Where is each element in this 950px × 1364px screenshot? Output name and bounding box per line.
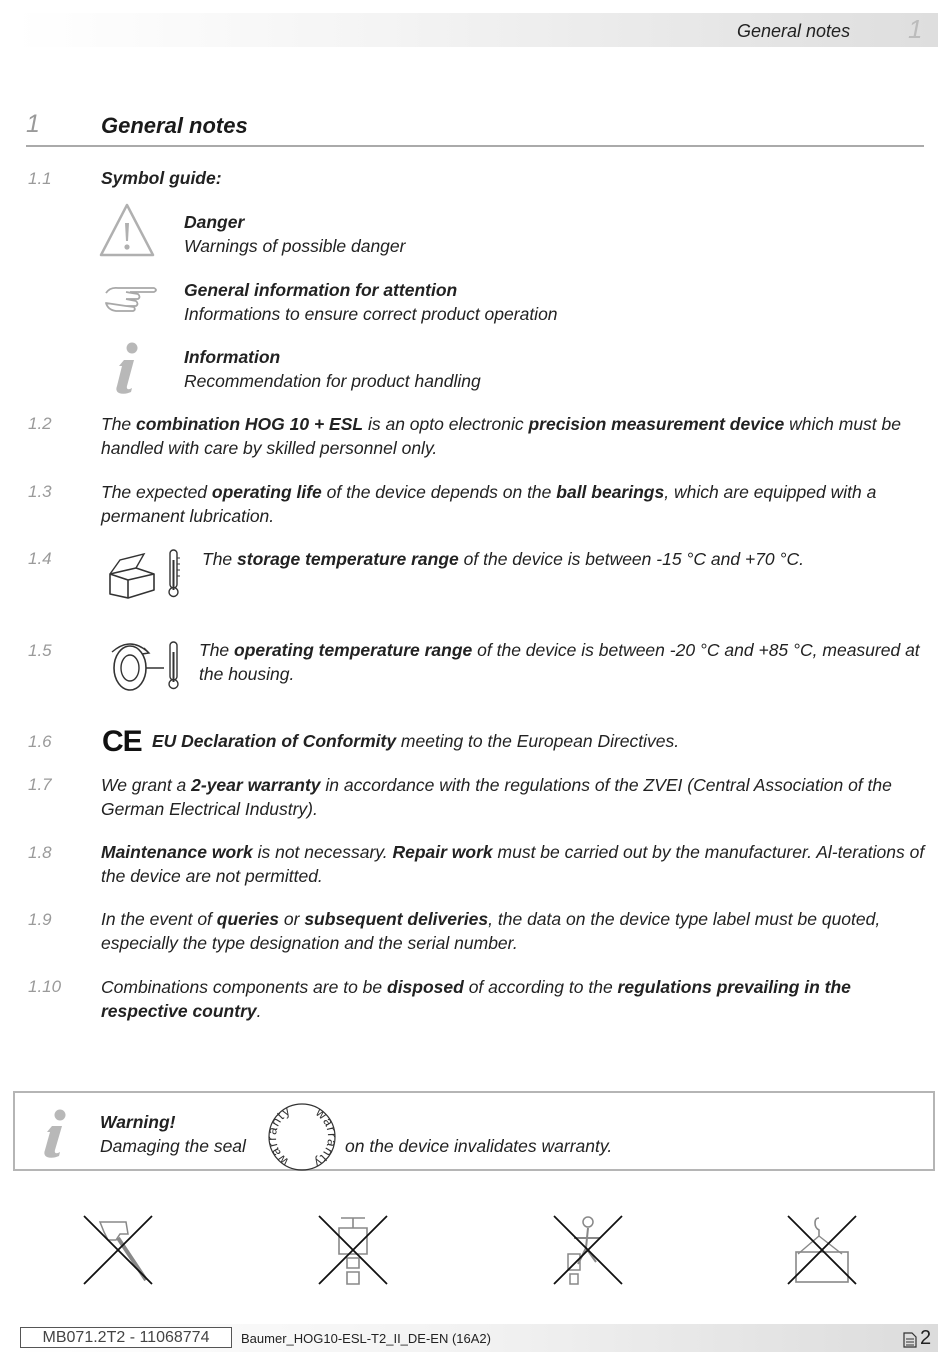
item-number-1-6: 1.6 xyxy=(28,732,52,751)
danger-text: Warnings of possible danger xyxy=(184,236,406,256)
item-number-1-7: 1.7 xyxy=(28,775,52,794)
page-number: 2 xyxy=(920,1327,932,1349)
storage-box-thermometer-icon xyxy=(106,548,184,600)
item-number-1-4: 1.4 xyxy=(28,549,52,568)
warranty-seal-label-2: warranty xyxy=(310,1104,341,1172)
document-number: MB071.2T2 - 11068774 xyxy=(20,1327,232,1348)
item-number-1-1: 1.1 xyxy=(28,169,52,188)
section-divider xyxy=(26,145,924,147)
svg-text:warranty xyxy=(264,1103,293,1170)
information-title: Information xyxy=(184,347,281,367)
information-icon xyxy=(112,340,142,396)
ce-mark: CE xyxy=(102,725,142,758)
paragraph-1-2: The combination HOG 10 + ESL is an opto electronic precision measurement device which must be handled with care by skilled personnel only. xyxy=(101,414,901,458)
item-number-1-10: 1.10 xyxy=(28,977,62,996)
item-number-1-9: 1.9 xyxy=(28,910,52,929)
warning-text-after: on the device invalidates warranty. xyxy=(345,1136,613,1156)
paragraph-1-3: The expected operating life of the device depends on the ball bearings, which are equipped with a permanent lubrication. xyxy=(101,482,877,526)
paragraph-1-6: EU Declaration of Conformity meeting to the European Directives. xyxy=(152,731,680,751)
symbol-guide-heading: Symbol guide: xyxy=(101,168,222,188)
svg-text:warranty xyxy=(311,1104,340,1171)
warranty-seal-icon xyxy=(263,1102,341,1172)
information-text: Recommendation for product handling xyxy=(184,371,481,391)
attention-text: Informations to ensure correct product operation xyxy=(184,304,558,324)
paragraph-1-5: The operating temperature range of the device is between -20 °C and +85 °C, measured at the housing. xyxy=(199,640,920,684)
no-lifting-icon xyxy=(786,1214,858,1286)
pointing-hand-icon xyxy=(104,283,160,313)
paragraph-1-4: The storage temperature range of the device is between -15 °C and +70 °C. xyxy=(202,549,805,569)
attention-title: General information for attention xyxy=(184,280,458,300)
item-number-1-8: 1.8 xyxy=(28,843,52,862)
danger-icon xyxy=(100,203,156,257)
encoder-housing-thermometer-icon xyxy=(104,638,184,694)
header-chapter-number: 1 xyxy=(908,14,923,44)
item-number-1-3: 1.3 xyxy=(28,482,52,501)
warning-text-before: Damaging the seal xyxy=(100,1136,246,1156)
paragraph-1-9: In the event of queries or subsequent deliveries, the data on the device type label must be quoted, especially the type designation and the serial number. xyxy=(101,909,881,953)
warranty-seal-label: warranty xyxy=(263,1102,294,1170)
section-title: General notes xyxy=(101,113,248,138)
paragraph-1-7: We grant a 2-year warranty in accordance with the regulations of the ZVEI (Central Association of the German Electrical Industry). xyxy=(101,775,892,819)
item-number-1-5: 1.5 xyxy=(28,641,52,660)
paragraph-1-8: Maintenance work is not necessary. Repair work must be carried out by the manufacturer. Al-terations of the device are not permitted. xyxy=(101,842,925,886)
paragraph-1-10: Combinations components are to be disposed of according to the regulations prevailing in the respective country. xyxy=(101,977,851,1021)
header-title: General notes xyxy=(737,21,851,41)
page-icon xyxy=(903,1332,917,1348)
document-filename: Baumer_HOG10-ESL-T2_II_DE-EN (16A2) xyxy=(241,1331,491,1346)
warning-info-icon xyxy=(40,1108,70,1160)
item-number-1-2: 1.2 xyxy=(28,414,52,433)
no-stepping-icon xyxy=(552,1214,624,1286)
warning-title: Warning! xyxy=(100,1112,176,1132)
danger-title: Danger xyxy=(184,212,245,232)
no-axial-load-icon xyxy=(317,1214,389,1286)
no-hammer-icon xyxy=(82,1214,154,1286)
section-number: 1 xyxy=(26,110,40,138)
